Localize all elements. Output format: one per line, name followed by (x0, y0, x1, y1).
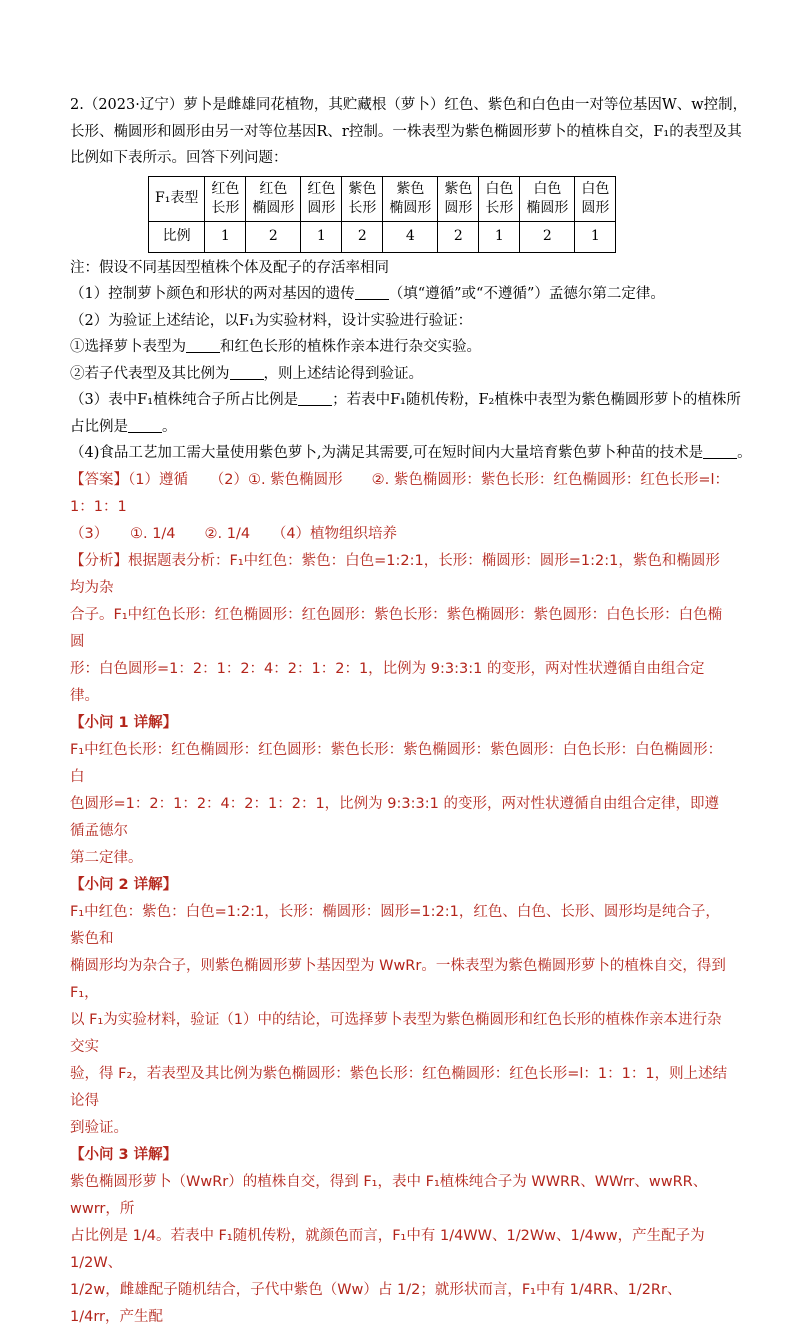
detail-2-section (70, 872, 730, 1142)
header-shape: 椭圆形 (252, 199, 295, 216)
sub-questions (70, 281, 752, 467)
sub-question-2 (70, 308, 730, 335)
item-text: （2）为验证上述结论，以F₁为实验材料，设计实验进行验证： (70, 312, 473, 329)
detail-line: 椭圆形均为杂合子，则紫色椭圆形萝卜基因型为 WwRr。一株表型为紫色椭圆形萝卜的植株自交，得到 F₁， (70, 957, 726, 1001)
item-text: ①选择萝卜表型为 (70, 339, 186, 355)
table-row (149, 221, 616, 252)
header-shape: 长形 (211, 199, 240, 216)
header-shape: 圆形 (307, 199, 336, 216)
detail-line: 紫色椭圆形萝卜（WwRr）的植株自交，得到 F₁，表中 F₁植株纯合子为 WWRR、WWrr、wwRR、wwrr，所 (70, 1173, 708, 1217)
detail-title: 【小问 3 详解】 (70, 1146, 178, 1163)
detail-line: F₁中红色：紫色：白色=1:2:1，长形：椭圆形：圆形=1:2:1，红色、白色、长形、圆形均是纯合子，紫色和 (70, 903, 720, 947)
f1-phenotype-table (148, 176, 616, 253)
table-header-cell (205, 176, 246, 221)
table-cell: 2 (438, 221, 479, 252)
header-color: 白色 (485, 180, 514, 197)
item-text: （4)食品工艺加工需大量使用紫色萝卜,为满足其需要,可在短时间内大量培育紫色萝卜种苗的技术是 (70, 445, 704, 461)
item-text: ，则上述结论得到验证。 (263, 365, 423, 382)
sub-question-2a (70, 334, 730, 361)
table-header-cell (301, 176, 342, 221)
table-cell: 2 (342, 221, 383, 252)
table-header-cell (438, 176, 479, 221)
table-cell: 1 (575, 221, 616, 252)
answer-blank (230, 365, 264, 380)
answer-line: 1：1：1 (70, 498, 127, 515)
analysis-line: 【分析】根据题表分析：F₁中红色：紫色：白色=1:2:1，长形：椭圆形：圆形=1:2:1，紫色和椭圆形均为杂 (70, 552, 720, 596)
answer-blank (703, 444, 737, 459)
detail-line: 以 F₁为实验材料，验证（1）中的结论，可选择萝卜表型为紫色椭圆形和红色长形的植株作亲本进行杂交实 (70, 1011, 722, 1055)
table-cell: 2 (246, 221, 301, 252)
item-text: 。 (162, 418, 177, 435)
item-text: 和红色长形的植株作亲本进行杂交实验。 (220, 339, 481, 355)
document-page (70, 92, 752, 1331)
detail-line: 到验证。 (70, 1119, 128, 1136)
header-shape: 长形 (485, 199, 514, 216)
table-cell: 1 (301, 221, 342, 252)
header-shape: 椭圆形 (526, 199, 569, 216)
question-line: 2.（2023·辽宁）萝卜是雌雄同花植物，其贮藏根（萝卜）红色、紫色和白色由一对等位基因W、w控制， (70, 97, 748, 113)
table-cell: 2 (520, 221, 575, 252)
table-header-cell (383, 176, 438, 221)
question-line: 长形、椭圆形和圆形由另一对等位基因R、r控制。一株表型为紫色椭圆形萝卜的植株自交，F₁的表型及其 (70, 123, 742, 140)
detail-line: 验，得 F₂，若表型及其比例为紫色椭圆形：紫色长形：红色椭圆形：红色长形=l：1：1：1，则上述结论得 (70, 1065, 728, 1109)
item-text: （1）控制萝卜颜色和形状的两对基因的遗传 (70, 286, 355, 302)
analysis-line: 合子。F₁中红色长形：红色椭圆形：红色圆形：紫色长形：紫色椭圆形：紫色圆形：白色长形：白色椭圆 (70, 606, 723, 650)
sub-question-2b (70, 361, 730, 388)
sub-question-3 (70, 387, 741, 414)
answer-blank (355, 285, 389, 300)
detail-line: 占比例是 1/4。若表中 F₁随机传粉，就颜色而言，F₁中有 1/4WW、1/2Ww、1/4ww，产生配子为 1/2W、 (70, 1227, 705, 1271)
detail-line: 1/2w，雌雄配子随机结合，子代中紫色（Ww）占 1/2；就形状而言，F₁中有 1/4RR、1/2Rr、1/4rr，产生配 (70, 1281, 682, 1325)
question-stem (70, 92, 748, 172)
header-color: 红色 (259, 180, 288, 197)
table-header-cell (342, 176, 383, 221)
table-header-first: F₁表型 (149, 176, 205, 221)
answer-line: 【答案】（1）遵循 （2）①. 紫色椭圆形 ②. 紫色椭圆形：紫色长形：红色椭圆形：红色长形=l： (70, 471, 730, 488)
header-shape: 椭圆形 (389, 199, 432, 216)
table-header-cell (246, 176, 301, 221)
detail-line: 色圆形=1：2：1：2：4：2：1：2：1，比例为 9:3:3:1 的变形，两对性状遵循自由组合定律，即遵循孟德尔 (70, 795, 719, 839)
header-color: 红色 (211, 180, 240, 197)
analysis-section (70, 548, 730, 710)
item-text: （填“遵循”或“不遵循”）孟德尔第二定律。 (388, 286, 665, 302)
answer-section (70, 467, 730, 548)
item-text: 占比例是 (70, 418, 128, 435)
table-cell: 1 (205, 221, 246, 252)
table-cell: 1 (479, 221, 520, 252)
item-text: ②若子代表型及其比例为 (70, 365, 230, 382)
header-color: 红色 (307, 180, 336, 197)
detail-3-section (70, 1142, 730, 1331)
table-cell: 4 (383, 221, 438, 252)
item-text: ；若表中F₁随机传粉，F₂植株中表型为紫色椭圆形萝卜的植株所 (332, 392, 741, 408)
header-shape: 长形 (348, 199, 377, 216)
table-header-cell (479, 176, 520, 221)
table-header-cell (520, 176, 575, 221)
detail-title: 【小问 1 详解】 (70, 714, 178, 731)
item-text: （3）表中F₁植株纯合子所占比例是 (70, 392, 299, 408)
detail-1-section (70, 710, 730, 872)
detail-line: 第二定律。 (70, 849, 143, 866)
detail-title: 【小问 2 详解】 (70, 876, 178, 893)
table-note: 注：假设不同基因型植株个体及配子的存活率相同 (70, 259, 389, 276)
answer-blank (186, 338, 220, 353)
table-row-label: 比例 (149, 221, 205, 252)
table-header-row (149, 176, 616, 221)
header-color: 紫色 (348, 180, 377, 197)
question-line: 比例如下表所示。回答下列问题： (70, 150, 288, 166)
header-color: 紫色 (396, 180, 425, 197)
detail-line: F₁中红色长形：红色椭圆形：红色圆形：紫色长形：紫色椭圆形：紫色圆形：白色长形：白色椭圆形：白 (70, 741, 723, 785)
header-color: 紫色 (444, 180, 473, 197)
header-shape: 圆形 (444, 199, 473, 216)
header-color: 白色 (533, 180, 562, 197)
sub-question-4 (70, 440, 752, 467)
answer-blank (128, 418, 162, 433)
table-header-cell (575, 176, 616, 221)
answer-line: （3） ①. 1/4 ②. 1/4 （4）植物组织培养 (70, 525, 398, 542)
answer-blank (298, 391, 332, 406)
item-text: 。 (737, 445, 752, 461)
sub-question-3-cont (70, 414, 730, 441)
analysis-line: 形：白色圆形=1：2：1：2：4：2：1：2：1，比例为 9:3:3:1 的变形，两对性状遵循自由组合定律。 (70, 660, 705, 704)
sub-question-1 (70, 281, 730, 308)
header-shape: 圆形 (581, 199, 610, 216)
header-color: 白色 (581, 180, 610, 197)
